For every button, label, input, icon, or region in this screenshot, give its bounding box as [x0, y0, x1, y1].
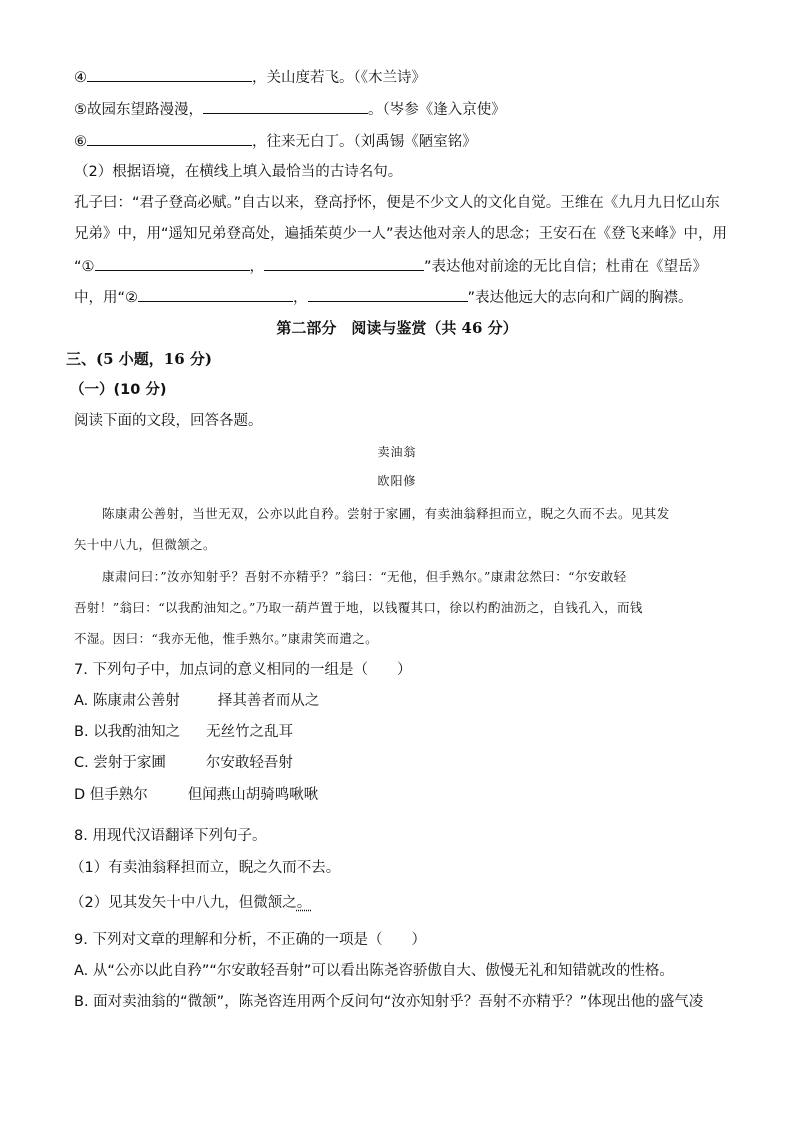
blank-item-6	[74, 130, 477, 152]
item-text: ，关山度若飞。（《木兰诗》	[252, 70, 426, 86]
passage-line: 矢十中八九，但微颔之。	[74, 537, 216, 552]
question-9-stem: 9. 下列对文章的理解和分析，不正确的一项是（ ）	[74, 932, 426, 948]
context-line: 兄弟》中，用“遥知兄弟登高处，遍插茱萸少一人”表达他对亲人的思念；王安石在《登飞来峰》中，用	[74, 226, 728, 242]
q7-option-d[interactable]: D 但手熟尔 但闻燕山胡骑鸣啾啾	[74, 787, 319, 803]
answer-blank[interactable]	[95, 255, 250, 271]
item-text: ⑤故园东望路漫漫，	[74, 102, 203, 118]
answer-blank[interactable]	[308, 286, 468, 302]
q9-option-b[interactable]: B. 面对卖油翁的“微颔”，陈尧咨连用两个反问句“汝亦知射乎？吾射不亦精乎？”体现出他的盛气凌	[74, 994, 704, 1010]
blank-item-5	[74, 98, 506, 120]
passage-author: 欧阳修	[377, 474, 417, 488]
q8-sentence-1: （1）有卖油翁释担而立，睨之久而不去。	[70, 860, 341, 876]
item-number: ④	[74, 70, 87, 86]
passage-line: 陈康肃公善射，当世无双，公亦以此自矜。尝射于家圃，有卖油翁释担而立，睨之久而不去。见其发	[102, 506, 670, 521]
answer-blank[interactable]	[264, 255, 424, 271]
item-number: ⑥	[74, 134, 87, 150]
q7-option-a[interactable]: A. 陈康肃公善射 择其善者而从之	[74, 693, 320, 709]
blank-item-4	[74, 66, 426, 88]
section-heading: 三、(5 小题，16 分)	[66, 350, 212, 368]
passage-title: 卖油翁	[377, 445, 417, 459]
context-line-with-blanks: 中，用“② ， ”表达他远大的志向和广阔的胸襟。	[74, 286, 693, 308]
sub-section-heading: （一）(10 分)	[70, 382, 167, 398]
question-2-instruction: （2）根据语境，在横线上填入最恰当的古诗名句。	[74, 164, 403, 180]
context-line-with-blanks: “① ， ”表达他对前途的无比自信；杜甫在《望岳》	[74, 255, 707, 277]
answer-blank[interactable]	[87, 130, 252, 146]
q8-sentence-2: （2）见其发矢十中八九，但微颔之。	[70, 895, 312, 911]
part-title: 第二部分 阅读与鉴赏（共 46 分）	[276, 319, 518, 337]
passage-line: 康肃问曰：”汝亦知射乎？吾射不亦精乎？”翁曰：“无他，但手熟尔。”康肃忿然曰：“尔安敢轻	[102, 569, 627, 584]
q9-option-a[interactable]: A. 从“公亦以此自矜”“尔安敢轻吾射”可以看出陈尧咨骄傲自大、傲慢无礼和知错就改的性格。	[74, 963, 674, 979]
answer-blank[interactable]	[87, 66, 252, 82]
q7-option-b[interactable]: B. 以我酌油知之 无丝竹之乱耳	[74, 724, 294, 740]
reading-instruction: 阅读下面的文段，回答各题。	[74, 413, 263, 429]
context-line: 孔子曰：“君子登高必赋。”自古以来，登高抒怀，便是不少文人的文化自觉。王维在《九月九日忆山东	[74, 195, 720, 211]
passage-line: 不湿。因曰：“我亦无他，惟手熟尔。”康肃笑而遣之。	[74, 631, 379, 646]
answer-blank[interactable]	[138, 286, 293, 302]
question-7-stem: 7. 下列句子中，加点词的意义相同的一组是（ ）	[74, 662, 412, 678]
item-text: ，往来无白丁。（刘禹锡《陋室铭》	[252, 134, 477, 150]
answer-blank[interactable]	[203, 98, 368, 114]
item-text: 。（岑参《逢入京使》	[368, 102, 506, 118]
passage-line: 吾射！”翁曰：“以我酌油知之。”乃取一葫芦置于地，以钱覆其口，徐以杓酌油沥之，自钱孔入，而钱	[74, 600, 643, 615]
q7-option-c[interactable]: C. 尝射于家圃 尔安敢轻吾射	[74, 755, 293, 771]
question-8-stem: 8. 用现代汉语翻译下列句子。	[74, 828, 267, 844]
